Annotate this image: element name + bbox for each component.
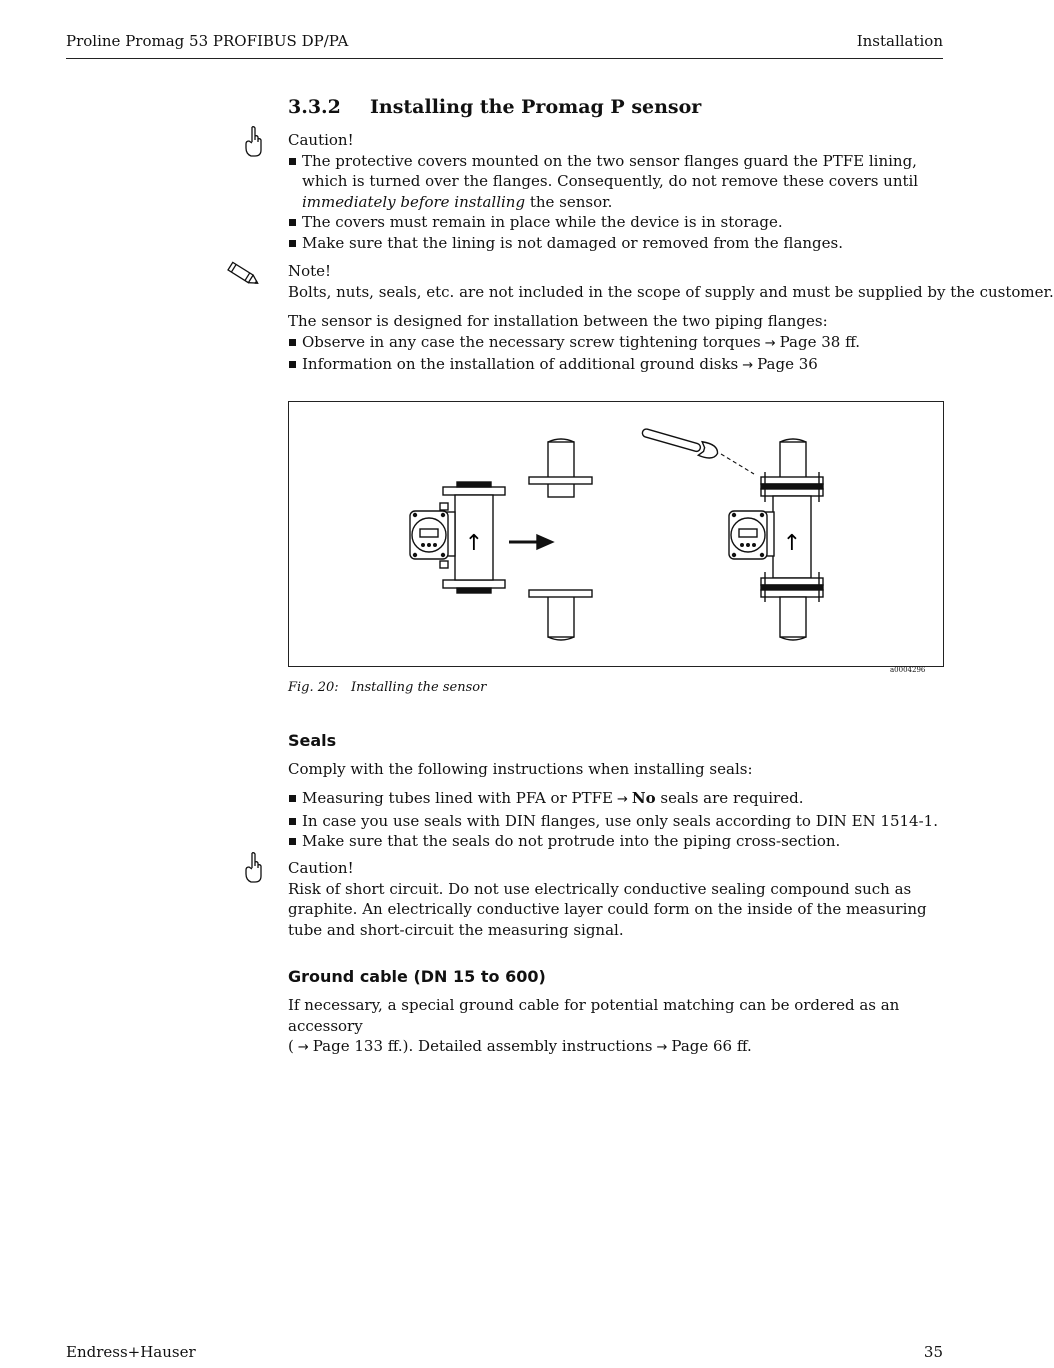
arrow-right-icon: → [656, 1040, 668, 1055]
ground-text-1: If necessary, a special ground cable for potential matching can be ordered as an accessory [288, 996, 900, 1035]
page-ref-link[interactable]: Page 66 ff. [671, 1037, 752, 1055]
caution-text: Risk of short circuit. Do not use electrically conductive sealing compound such as graphite. An electrically conductive layer could form on the inside of the measuring tube and short-circuit the measuring signal. [288, 879, 927, 939]
list-item: In case you use seals with DIN flanges, use only seals according to DIN EN 1514-1. [288, 811, 944, 832]
install-intro: The sensor is designed for installation between the two piping flanges: [288, 312, 828, 330]
installation-diagram [289, 402, 943, 666]
flow-arrow-left: ↑ [464, 531, 484, 556]
list-item: Make sure that the seals do not protrude into the piping cross-section. [288, 831, 944, 852]
caution-block-1 [288, 130, 944, 253]
arrow-right-icon: → [742, 358, 754, 373]
note-label: Note! [288, 262, 332, 280]
page-ref-link[interactable]: Page 36 [757, 355, 818, 373]
list-item: Information on the installation of additional ground disks → Page 36 [288, 354, 944, 377]
arrow-right-icon: → [297, 1040, 309, 1055]
note-block [288, 261, 1054, 302]
footer-left: Endress+Hauser [66, 1343, 196, 1361]
caution-list [288, 151, 944, 254]
seals-intro: Comply with the following instructions when installing seals: [288, 760, 753, 778]
flow-arrow-right: ↑ [782, 531, 802, 556]
sensor-device-left [410, 482, 505, 593]
list-item: Observe in any case the necessary screw tightening torques → Page 38 ff. [288, 332, 944, 355]
arrow-right-icon: → [764, 335, 776, 351]
list-item: The protective covers mounted on the two sensor flanges guard the PTFE lining, which is turned over the flanges. Consequently, do not remove these covers until immediately before installing the sensor. [288, 151, 944, 213]
caution-label: Caution! [288, 859, 354, 877]
section-number: 3.3.2 [288, 96, 341, 118]
section-title: Installing the Promag P sensor [370, 96, 702, 118]
emphasis: immediately before installing [302, 192, 526, 211]
caution-hand-icon [244, 852, 264, 884]
header-right: Installation [856, 32, 943, 50]
seals-block [288, 788, 944, 852]
pencil-note-icon [222, 260, 262, 288]
caution-label: Caution! [288, 131, 354, 149]
seals-heading: Seals [288, 731, 337, 750]
header-left: Proline Promag 53 PROFIBUS DP/PA [66, 32, 349, 50]
figure-frame [288, 401, 944, 667]
seals-list [288, 788, 944, 852]
caution-block-2 [288, 858, 944, 940]
note-text: Bolts, nuts, seals, etc. are not included in the scope of supply and must be supplied by the customer. [288, 282, 1054, 301]
caution-hand-icon [244, 126, 264, 158]
list-item: The covers must remain in place while the device is in storage. [288, 212, 944, 233]
ground-block [288, 995, 944, 1059]
install-list [288, 332, 944, 377]
ground-heading: Ground cable (DN 15 to 600) [288, 967, 546, 986]
figure-caption [288, 680, 486, 695]
figure-id: a0004296 [890, 666, 926, 674]
figure-caption-text: Installing the sensor [351, 680, 487, 695]
header-rule [66, 58, 943, 59]
wrench-icon [641, 425, 720, 461]
install-block [288, 311, 944, 377]
section-heading [288, 97, 944, 118]
page-ref-link[interactable]: Page 38 ff. [779, 332, 860, 351]
figure-label: Fig. 20: [288, 680, 339, 695]
list-item: Make sure that the lining is not damaged or removed from the flanges. [288, 233, 944, 254]
sensor-device-installed [729, 439, 823, 640]
page-number: 35 [923, 1343, 943, 1361]
arrow-right-icon: → [617, 792, 628, 807]
list-item: Measuring tubes lined with PFA or PTFE → No seals are required. [288, 788, 944, 811]
page-ref-link[interactable]: Page 133 ff. [312, 1037, 403, 1055]
ground-text-2: ( → Page 133 ff.). Detailed assembly instructions → Page 66 ff. [288, 1037, 752, 1055]
